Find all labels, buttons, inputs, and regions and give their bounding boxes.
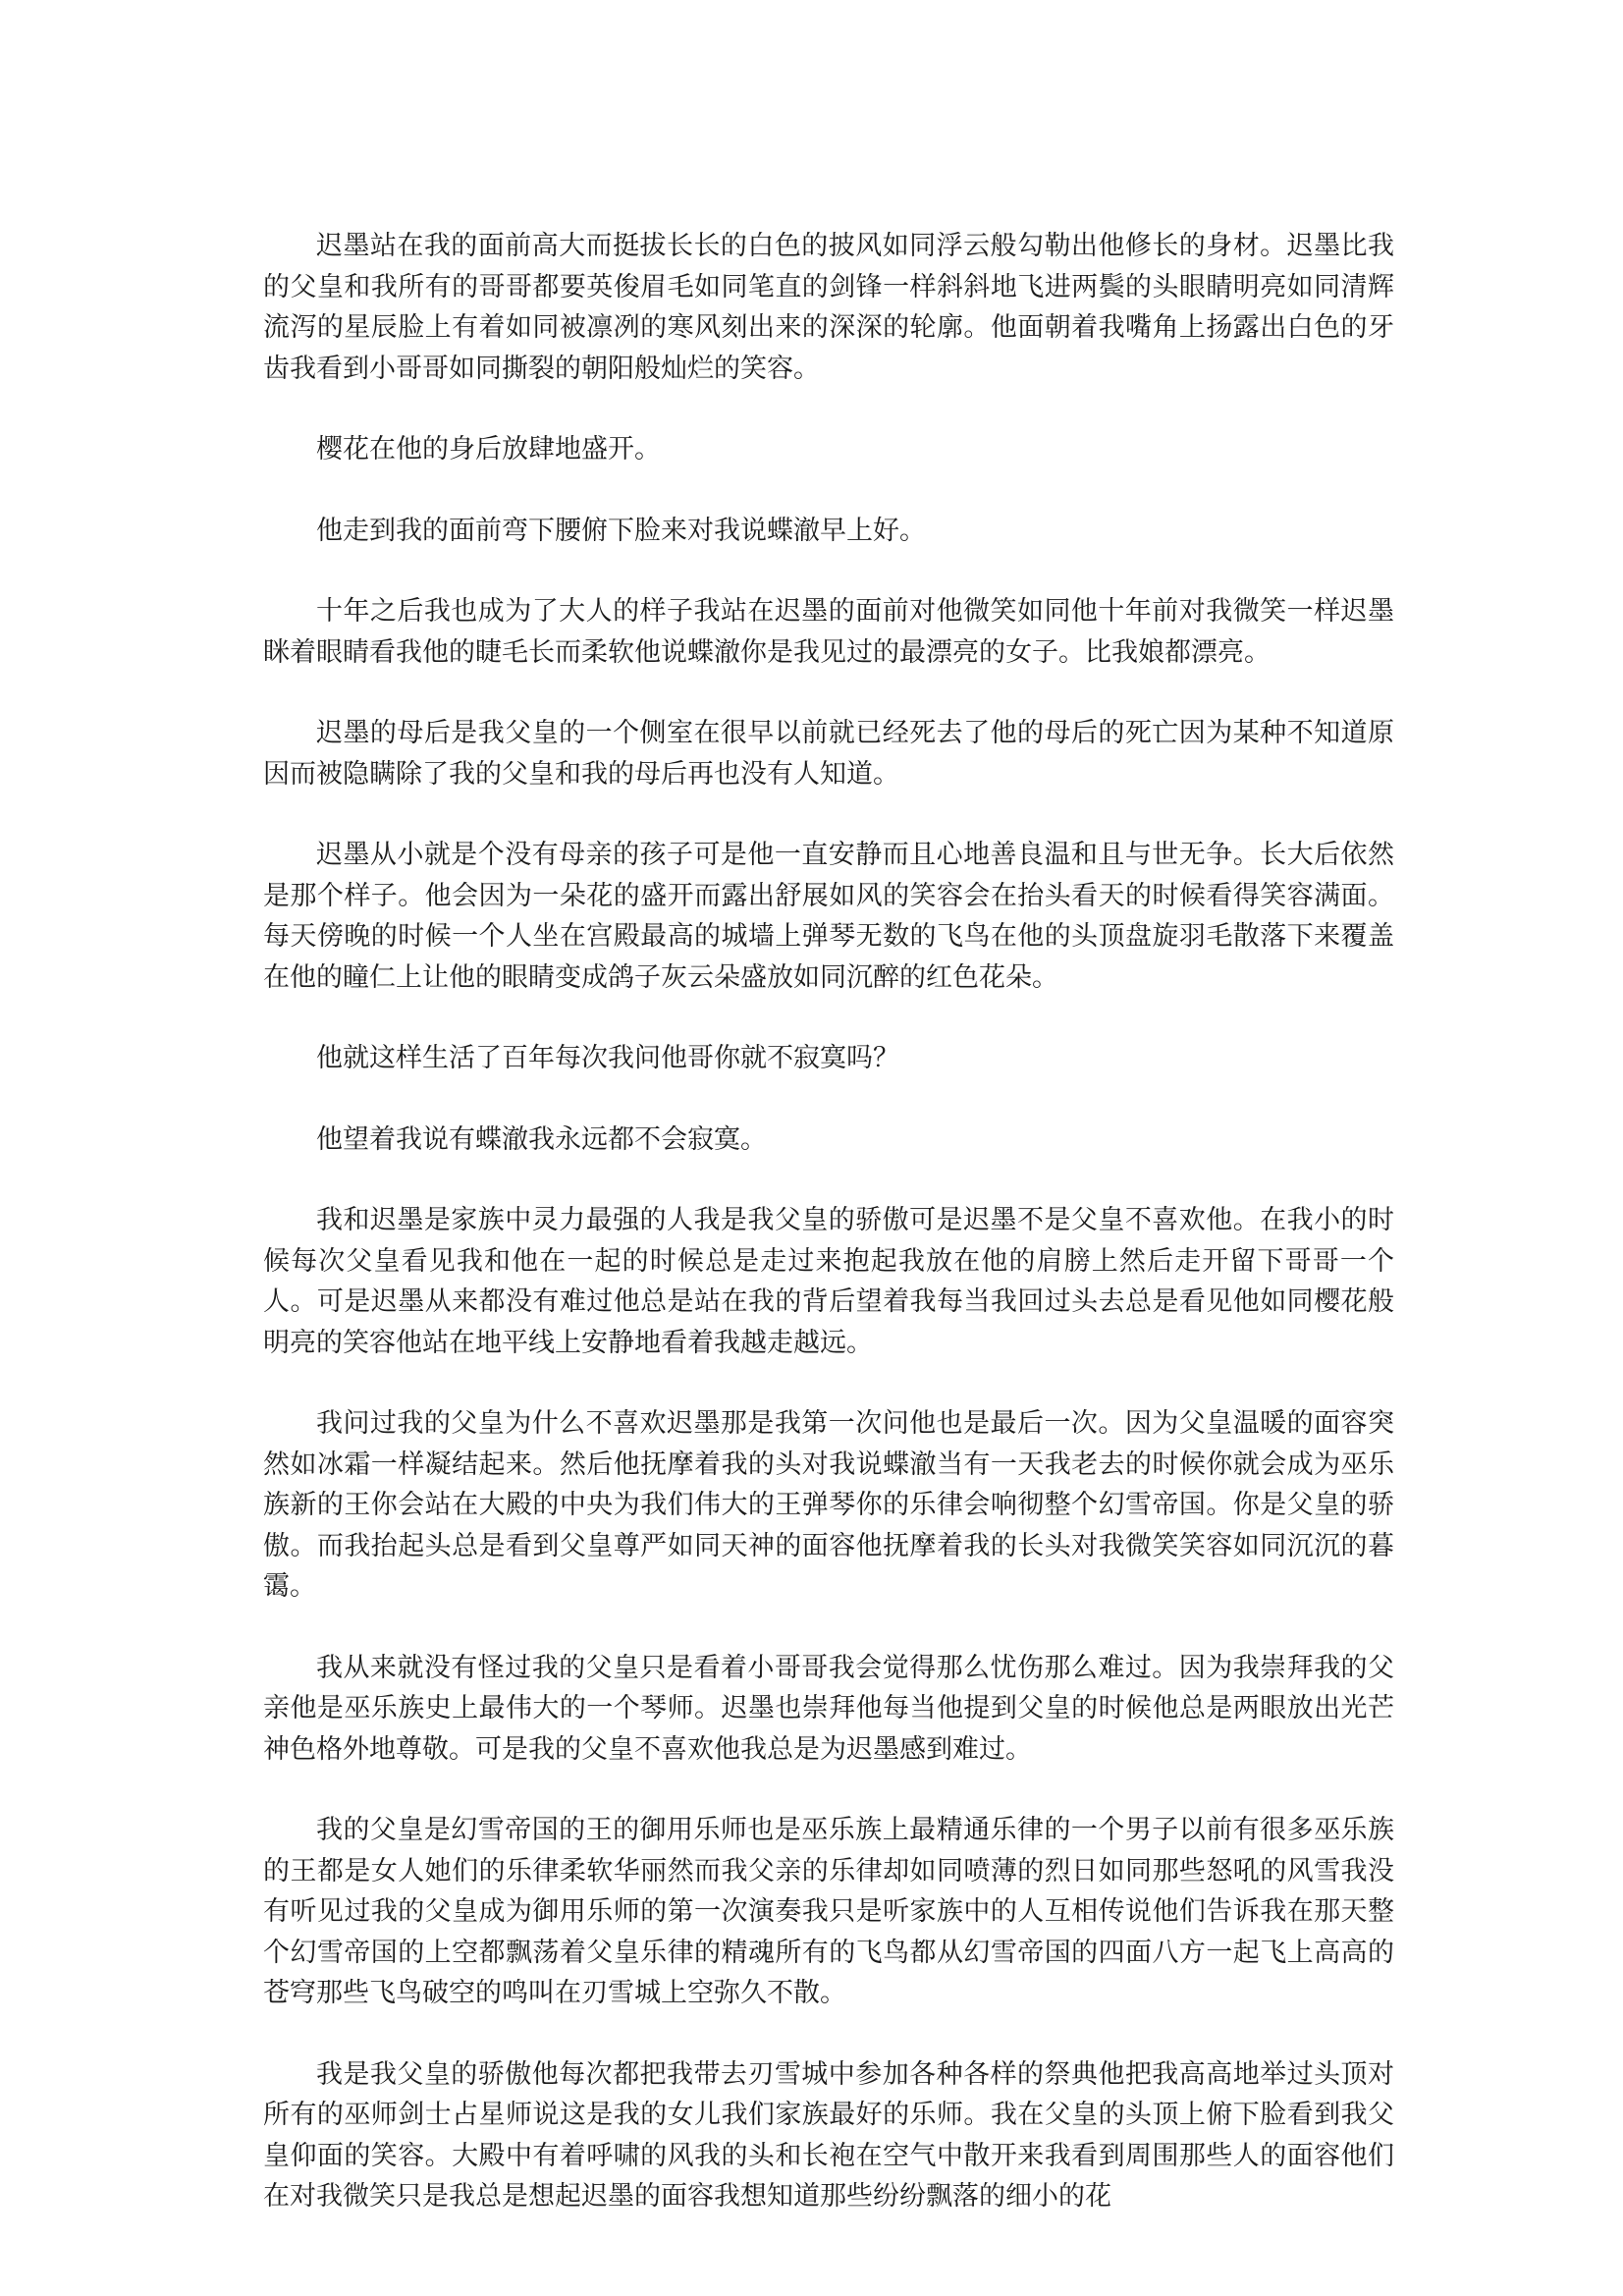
paragraph: 迟墨的母后是我父皇的一个侧室在很早以前就已经死去了他的母后的死亡因为某种不知道原因而被隐瞒除了我的父皇和我的母后再也没有人知道。	[263, 718, 1394, 790]
paragraph: 我的父皇是幻雪帝国的王的御用乐师也是巫乐族上最精通乐律的一个男子以前有很多巫乐族的王都是女人她们的乐律柔软华丽然而我父亲的乐律却如同喷薄的烈日如同那些怒吼的风雪我没有听见过我的父皇成为御用乐师的第一次演奏我只是听家族中的人互相传说他们告诉我在那天整个幻雪帝国的上空都飘荡着父皇乐律的精魂所有的飞鸟都从幻雪帝国的四面八方一起飞上高高的苍穹那些飞鸟破空的鸣叫在刃雪城上空弥久不散。	[263, 1815, 1394, 2008]
paragraph: 十年之后我也成为了大人的样子我站在迟墨的面前对他微笑如同他十年前对我微笑一样迟墨眯着眼睛看我他的睫毛长而柔软他说蝶澈你是我见过的最漂亮的女子。比我娘都漂亮。	[263, 596, 1394, 668]
paragraph: 迟墨从小就是个没有母亲的孩子可是他一直安静而且心地善良温和且与世无争。长大后依然是那个样子。他会因为一朵花的盛开而露出舒展如风的笑容会在抬头看天的时候看得笑容满面。每天傍晚的时候一个人坐在宫殿最高的城墙上弹琴无数的飞鸟在他的头顶盘旋羽毛散落下来覆盖在他的瞳仁上让他的眼睛变成鸽子灰云朵盛放如同沉醉的红色花朵。	[263, 840, 1394, 993]
paragraph: 我从来就没有怪过我的父皇只是看着小哥哥我会觉得那么忧伤那么难过。因为我崇拜我的父亲他是巫乐族史上最伟大的一个琴师。迟墨也崇拜他每当他提到父皇的时候他总是两眼放出光芒神色格外地尊敬。可是我的父皇不喜欢他我总是为迟墨感到难过。	[263, 1652, 1394, 1765]
paragraph: 迟墨站在我的面前高大而挺拔长长的白色的披风如同浮云般勾勒出他修长的身材。迟墨比我的父皇和我所有的哥哥都要英俊眉毛如同笔直的剑锋一样斜斜地飞进两鬓的头眼睛明亮如同清辉流泻的星辰脸上有着如同被凛冽的寒风刻出来的深深的轮廓。他面朝着我嘴角上扬露出白色的牙齿我看到小哥哥如同撕裂的朝阳般灿烂的笑容。	[263, 231, 1394, 384]
paragraph: 他望着我说有蝶澈我永远都不会寂寞。	[316, 1123, 767, 1155]
document-body	[263, 226, 1394, 2217]
paragraph: 我和迟墨是家族中灵力最强的人我是我父皇的骄傲可是迟墨不是父皇不喜欢他。在我小的时候每次父皇看见我和他在一起的时候总是走过来抱起我放在他的肩膀上然后走开留下哥哥一个人。可是迟墨从来都没有难过他总是站在我的背后望着我每当我回过头去总是看见他如同樱花般明亮的笑容他站在地平线上安静地看着我越走越远。	[263, 1205, 1394, 1358]
paragraph: 他走到我的面前弯下腰俯下脸来对我说蝶澈早上好。	[316, 515, 926, 546]
paragraph: 樱花在他的身后放肆地盛开。	[316, 434, 661, 465]
paragraph: 我问过我的父皇为什么不喜欢迟墨那是我第一次问他也是最后一次。因为父皇温暖的面容突然如冰霜一样凝结起来。然后他抚摩着我的头对我说蝶澈当有一天我老去的时候你就会成为巫乐族新的王你会站在大殿的中央为我们伟大的王弹琴你的乐律会响彻整个幻雪帝国。你是父皇的骄傲。而我抬起头总是看到父皇尊严如同天神的面容他抚摩着我的长头对我微笑笑容如同沉沉的暮霭。	[263, 1408, 1394, 1602]
paragraph: 他就这样生活了百年每次我问他哥你就不寂寞吗？	[316, 1043, 899, 1073]
paragraph: 我是我父皇的骄傲他每次都把我带去刃雪城中参加各种各样的祭典他把我高高地举过头顶对所有的巫师剑士占星师说这是我的女儿我们家族最好的乐师。我在父皇的头顶上俯下脸看到我父皇仰面的笑容。大殿中有着呼啸的风我的头和长袍在空气中散开来我看到周围那些人的面容他们在对我微笑只是我总是想起迟墨的面容我想知道那些纷纷飘落的细小的花	[263, 2058, 1394, 2212]
